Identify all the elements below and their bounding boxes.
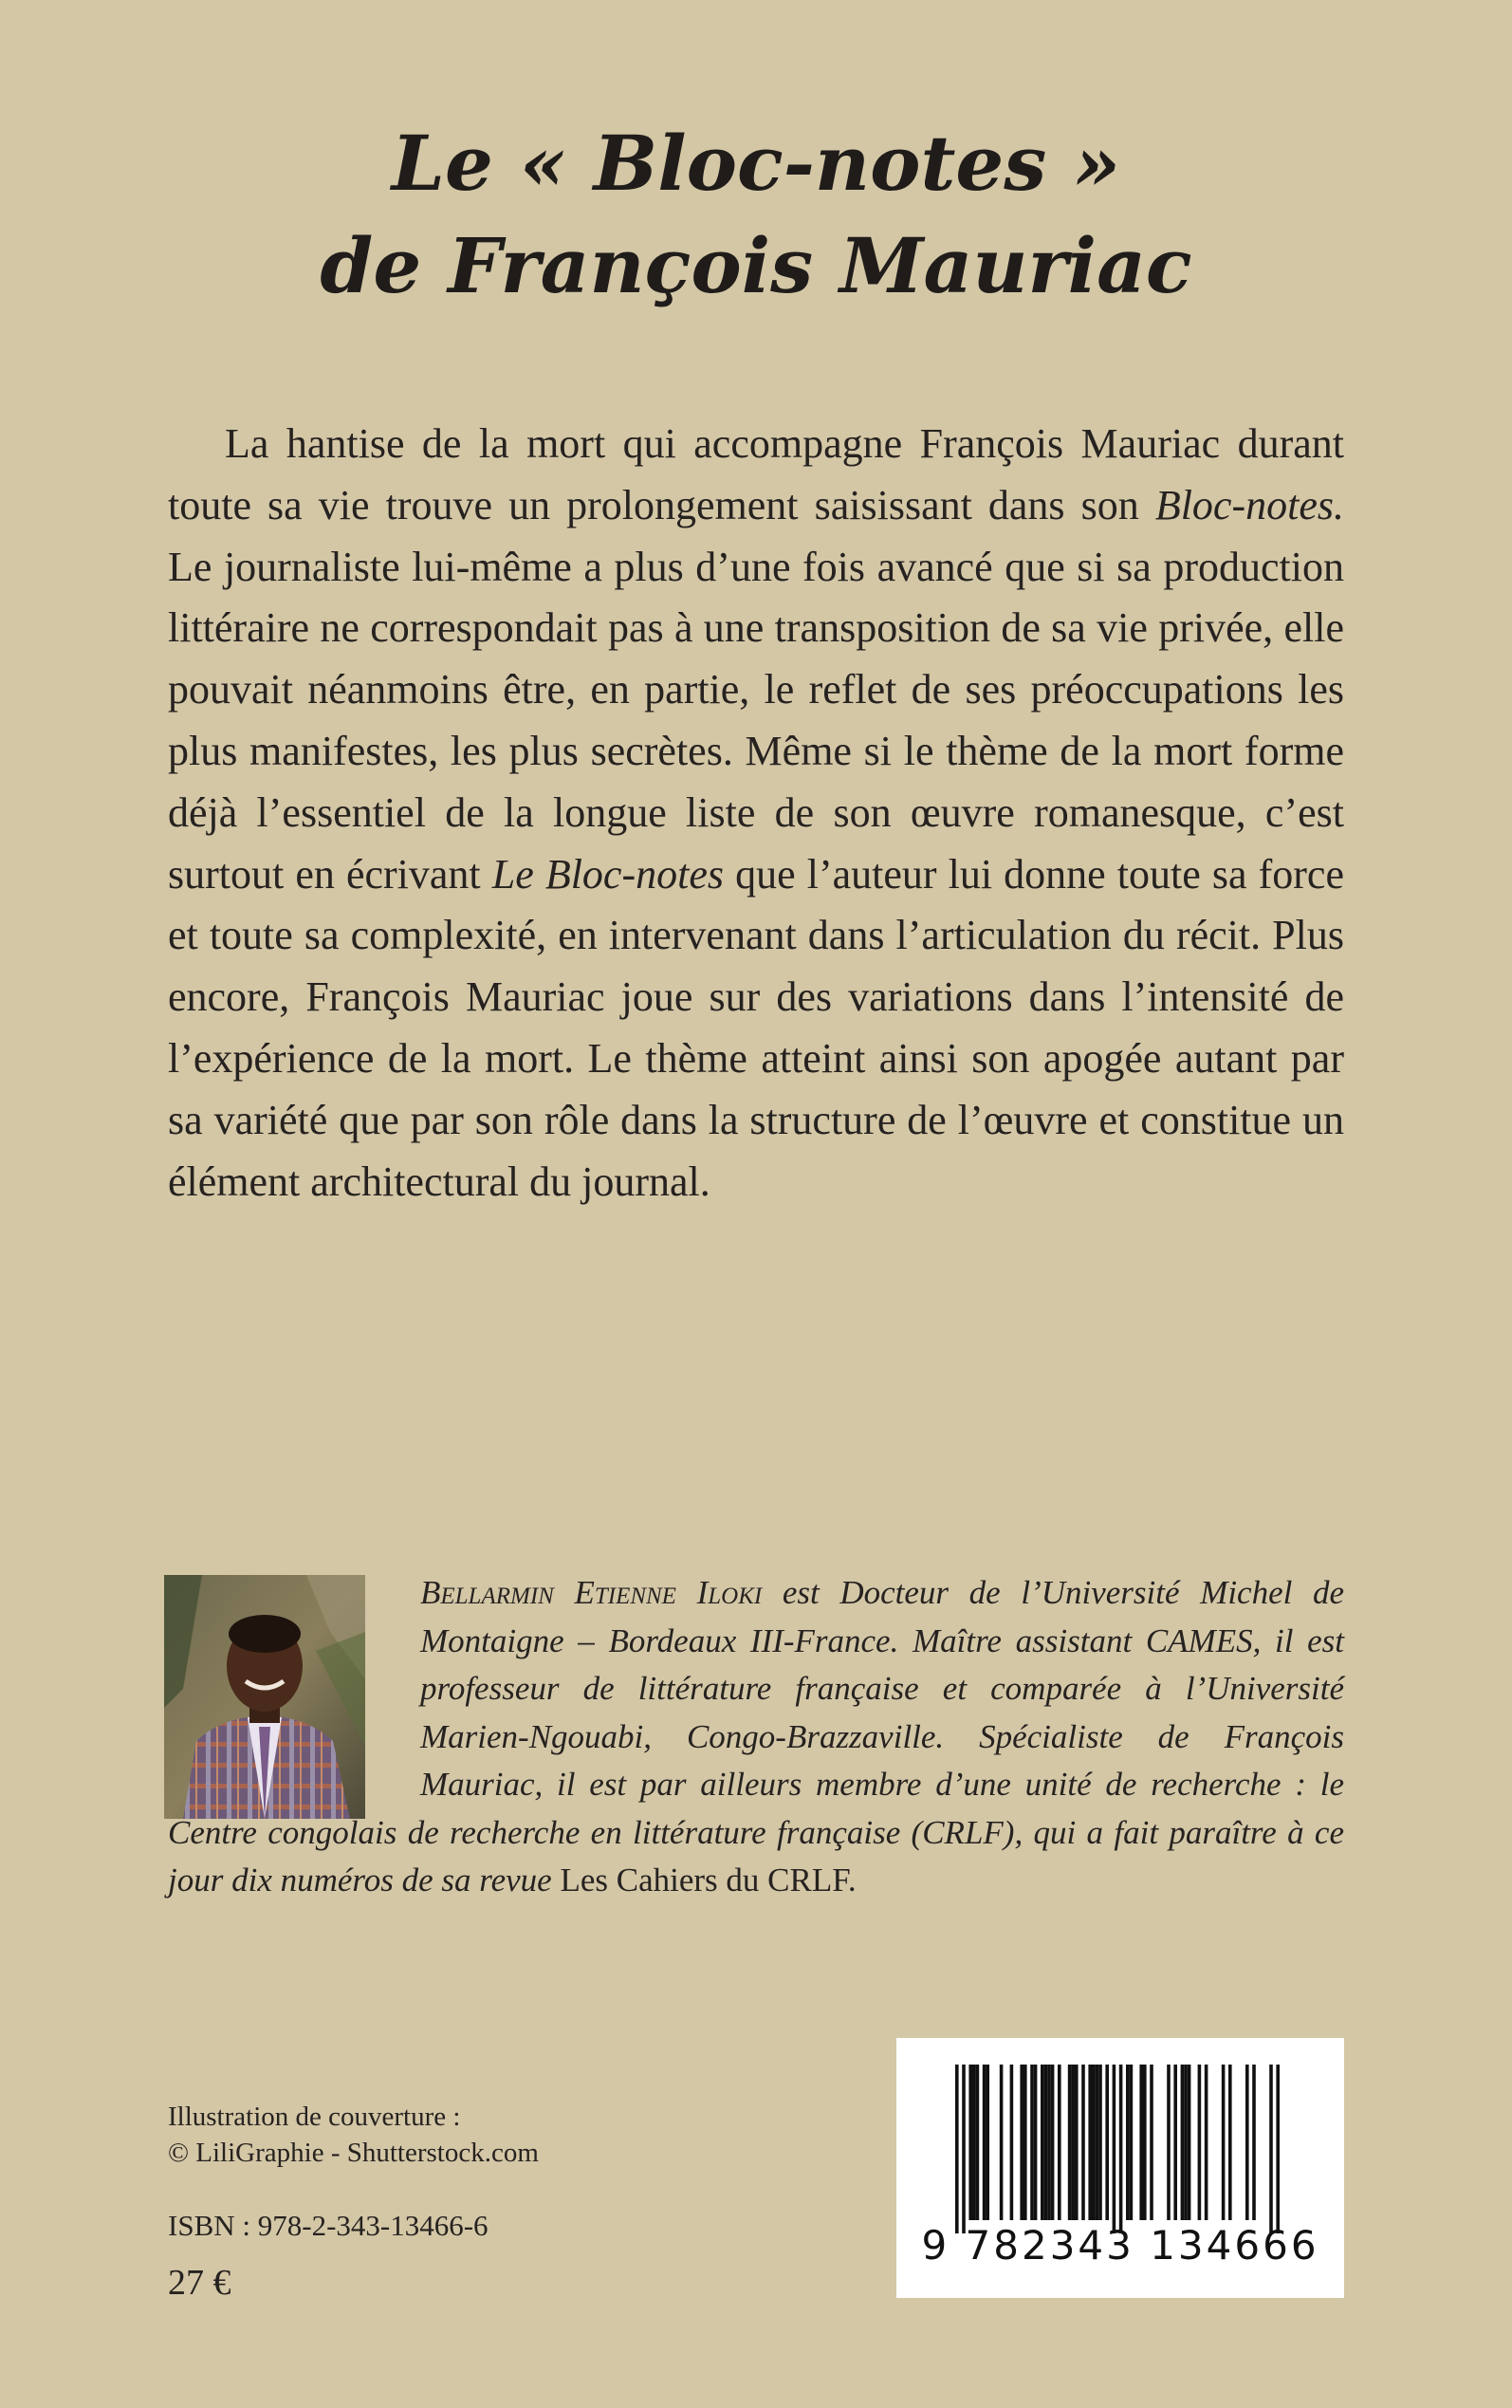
barcode-bar <box>983 2065 986 2220</box>
barcode-bar <box>968 2065 972 2220</box>
barcode-bar <box>1105 2065 1109 2220</box>
barcode-bar <box>1068 2065 1072 2220</box>
barcode-bar <box>1181 2065 1185 2220</box>
barcode-bar <box>1245 2065 1249 2220</box>
blurb-text-2: Le journaliste lui-même a plus d’une fois avancé que si sa production littéraire ne correspondait pas à une transposition de sa vie privée, elle pouvait néanmoins être, en partie, le reflet de ses préoccupations les plus manifestes, les plus secrètes. Même si le thème de la mort forme déjà l’essentiel de la longue liste de son œuvre romanesque, c’est surtout en écrivant <box>168 543 1344 898</box>
blurb-italic-1: Bloc-notes. <box>1154 481 1344 528</box>
author-bio-text: est Docteur de l’Université Michel de Montaigne – Bordeaux III-France. Maître assistant CAMES, il est professeur de littérature française et comparée à l’Université Marien-Ngouabi, Congo-Brazzaville. Spécialiste de François Mauriac, il est par ailleurs membre d’une unité de recherche : le Centre congolais de recherche en littérature française (CRLF), qui a fait paraître à ce jour dix numéros de sa revue <box>168 1574 1344 1899</box>
back-cover-blurb <box>168 414 1344 1213</box>
barcode-bar <box>1276 2065 1280 2233</box>
isbn: ISBN : 978-2-343-13466-6 <box>168 2209 489 2242</box>
barcode-bar <box>1092 2065 1096 2220</box>
barcode-bar <box>1130 2065 1134 2220</box>
journal-title: Les Cahiers du CRLF. <box>560 1862 857 1899</box>
barcode-bar <box>1143 2065 1147 2220</box>
blurb-text-3: que l’auteur lui donne toute sa force et toute sa complexité, en intervenant dans l’articulation du récit. Plus encore, François Mauriac joue sur des variations dans l’intensité de l’expérience de la mort. Le thème atteint ainsi son apogée autant par sa variété que par son rôle dans la structure de l’œuvre et constitue un élément architectural du journal. <box>168 850 1344 1205</box>
barcode-bar <box>1000 2065 1004 2220</box>
barcode-bar <box>1173 2065 1177 2220</box>
author-bio <box>168 1569 1344 1905</box>
barcode-bar <box>1088 2065 1092 2220</box>
barcode-bar <box>986 2065 989 2220</box>
barcode-bar <box>1198 2065 1202 2220</box>
barcode-bar <box>1096 2065 1099 2220</box>
barcode-bar <box>1222 2065 1226 2220</box>
book-title-line-2: de François Mauriac <box>320 221 1192 310</box>
barcode-bar <box>1075 2065 1079 2220</box>
credits-line-1: Illustration de couverture : <box>168 2102 461 2132</box>
barcode-bar <box>1098 2065 1102 2220</box>
book-title <box>0 112 1512 317</box>
blurb-text-1: La hantise de la mort qui accompagne François Mauriac durant toute sa vie trouve un prolongement saisissant dans son <box>168 420 1344 528</box>
barcode-bar <box>1205 2065 1208 2220</box>
barcode-bar <box>955 2065 959 2233</box>
credits-line-2: © LiliGraphie - Shutterstock.com <box>168 2138 539 2168</box>
barcode-digits: 9 782343 134666 <box>921 2222 1319 2269</box>
barcode-bar <box>1058 2065 1061 2220</box>
barcode-bar <box>1044 2065 1048 2220</box>
barcode-bar <box>1184 2065 1188 2220</box>
author-name: Bellarmin Etienne Iloki <box>420 1574 763 1611</box>
barcode-bar <box>1041 2065 1044 2220</box>
barcode-bar <box>1034 2065 1038 2220</box>
barcode-bar <box>1010 2065 1014 2220</box>
book-title-line-1: Le « Bloc-notes » <box>391 119 1121 208</box>
barcode-bar <box>1030 2065 1034 2220</box>
barcode-bar <box>1228 2065 1232 2220</box>
barcode-bar <box>972 2065 976 2220</box>
cover-credits <box>168 2099 737 2171</box>
barcode-bar <box>1252 2065 1256 2220</box>
barcode-bar <box>1269 2065 1273 2233</box>
barcode-bar <box>1167 2065 1171 2220</box>
barcode-bar <box>1051 2065 1055 2220</box>
barcode-bar <box>1081 2065 1085 2220</box>
barcode-bar <box>1071 2065 1075 2220</box>
barcode <box>896 2038 1344 2298</box>
barcode-bar <box>1047 2065 1051 2220</box>
barcode-bar <box>1113 2065 1116 2233</box>
barcode-bar <box>1150 2065 1153 2220</box>
price: 27 € <box>168 2263 231 2303</box>
barcode-bar <box>1020 2065 1023 2220</box>
barcode-bar <box>1126 2065 1130 2220</box>
blurb-italic-2: Le Bloc-notes <box>491 850 724 898</box>
barcode-bar <box>1023 2065 1027 2220</box>
barcode-bar <box>1139 2065 1143 2220</box>
barcode-bar <box>1188 2065 1191 2220</box>
barcode-bar <box>976 2065 980 2220</box>
barcode-bar <box>1119 2065 1123 2233</box>
barcode-bar <box>962 2065 966 2233</box>
